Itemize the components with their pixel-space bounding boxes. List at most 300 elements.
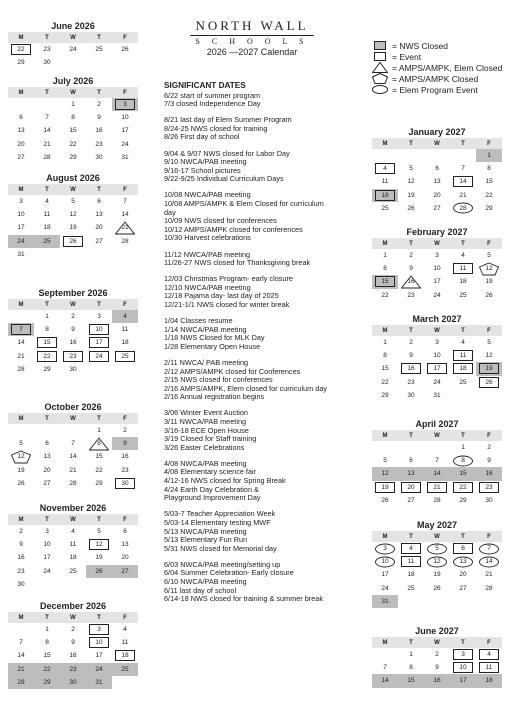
day-number: 26 [17, 479, 25, 487]
empty-cell [476, 389, 502, 402]
day-cell [450, 336, 476, 349]
week-row [8, 124, 138, 137]
day-cell [34, 450, 60, 463]
month-title: November 2026 [39, 503, 107, 513]
empty-cell [372, 441, 398, 454]
weekday-header: W [60, 514, 86, 525]
day-cell [398, 289, 424, 302]
date-group [164, 460, 364, 503]
empty-cell [34, 578, 60, 591]
week-row [8, 336, 138, 349]
empty-cell [112, 578, 138, 591]
day-number: 4 [123, 313, 127, 321]
day-number: 23 [63, 351, 83, 362]
weekday-header: T [450, 430, 476, 441]
calendar-subtitle: 2026 —2027 Calendar [206, 47, 298, 57]
day-cell [86, 235, 112, 248]
day-cell [34, 56, 60, 69]
day-number: 24 [89, 351, 109, 362]
week-row [372, 202, 502, 215]
day-cell [60, 437, 86, 450]
day-number: 18 [485, 677, 493, 685]
day-cell [112, 350, 138, 363]
day-cell [34, 676, 60, 689]
day-number: 15 [43, 652, 51, 660]
day-cell [476, 189, 502, 202]
day-cell [112, 538, 138, 551]
weekday-header: T [34, 32, 60, 43]
day-number: 14 [381, 677, 389, 685]
weekday-header: T [34, 299, 60, 310]
weekday-header-row [372, 430, 502, 441]
day-number: 23 [17, 567, 25, 575]
day-number: 24 [95, 665, 103, 673]
day-cell [424, 467, 450, 480]
day-number: 2 [19, 528, 23, 536]
weekday-header: T [86, 514, 112, 525]
day-number: 4 [45, 198, 49, 206]
day-cell [372, 162, 398, 175]
day-cell [8, 350, 34, 363]
day-cell [60, 623, 86, 636]
day-number: 28 [17, 678, 25, 686]
weekday-header: F [476, 238, 502, 249]
day-cell [450, 189, 476, 202]
day-cell [86, 477, 112, 490]
day-cell [424, 454, 450, 467]
day-number: 5 [487, 339, 491, 347]
day-cell [112, 336, 138, 349]
weekday-header: F [112, 413, 138, 424]
day-cell [112, 477, 138, 490]
empty-cell [34, 248, 60, 261]
day-cell [34, 323, 60, 336]
day-cell [450, 648, 476, 661]
day-number: 26 [63, 236, 83, 247]
day-cell [60, 663, 86, 676]
day-cell [372, 389, 398, 402]
day-number: 20 [43, 466, 51, 474]
weekday-header: T [34, 87, 60, 98]
day-number: 19 [479, 363, 499, 374]
day-cell [398, 542, 424, 555]
day-number: 1 [461, 444, 465, 452]
day-number: 11 [401, 556, 421, 567]
empty-cell [34, 98, 60, 111]
day-number: 22 [485, 191, 493, 199]
day-cell [86, 424, 112, 437]
day-number: 13 [43, 453, 51, 461]
day-cell [112, 636, 138, 649]
day-cell [112, 221, 138, 234]
day-number: 12 [381, 470, 389, 478]
day-number: 21 [485, 571, 493, 579]
month-grid [8, 87, 138, 164]
calendar-jun27 [372, 625, 502, 688]
day-cell [86, 538, 112, 551]
weekday-header: T [34, 514, 60, 525]
day-number: 27 [433, 204, 441, 212]
day-cell [34, 235, 60, 248]
month-grid [372, 138, 502, 215]
day-cell [450, 376, 476, 389]
weekday-header: T [398, 637, 424, 648]
day-number: 23 [479, 482, 499, 493]
day-cell [398, 249, 424, 262]
month-grid [372, 325, 502, 402]
day-number: 4 [461, 339, 465, 347]
day-number: 25 [459, 291, 467, 299]
day-number: 22 [37, 351, 57, 362]
day-number: 9 [19, 541, 23, 549]
week-row [8, 437, 138, 450]
date-group [164, 409, 364, 452]
weekday-header: F [112, 32, 138, 43]
week-row [8, 649, 138, 662]
day-number: 4 [375, 163, 395, 174]
empty-cell [424, 149, 450, 162]
day-number: 9 [409, 352, 413, 360]
weekday-header: F [112, 184, 138, 195]
day-number: 20 [459, 571, 467, 579]
date-entry: 6/11 last day of school [164, 585, 237, 595]
day-number: 18 [121, 339, 129, 347]
day-number: 9 [71, 639, 75, 647]
day-cell [424, 289, 450, 302]
day-cell [424, 202, 450, 215]
week-row [372, 674, 502, 687]
day-number: 11 [121, 639, 129, 647]
day-number: 24 [121, 140, 129, 148]
day-cell [424, 582, 450, 595]
week-row [8, 98, 138, 111]
day-number: 2 [97, 101, 101, 109]
date-entry: 5/03-14 Elementary testing MWF [164, 517, 271, 527]
day-cell [86, 623, 112, 636]
day-cell [34, 551, 60, 564]
week-row [8, 525, 138, 538]
day-number: 3 [19, 198, 23, 206]
date-group [164, 116, 364, 142]
day-cell [86, 111, 112, 124]
day-number: 25 [69, 567, 77, 575]
day-cell [112, 424, 138, 437]
day-number: 7 [11, 324, 31, 335]
calendar-feb27 [372, 226, 502, 302]
day-cell [8, 636, 34, 649]
day-cell [60, 464, 86, 477]
date-entry: 3/06 Winter Event Auction [164, 408, 248, 418]
day-cell [8, 525, 34, 538]
day-number: 7 [45, 114, 49, 122]
empty-cell [60, 424, 86, 437]
empty-cell [8, 424, 34, 437]
day-cell [60, 310, 86, 323]
day-cell [8, 221, 34, 234]
day-number: 3 [97, 313, 101, 321]
day-number: 8 [45, 639, 49, 647]
week-row [8, 310, 138, 323]
weekday-header: M [8, 32, 34, 43]
month-grid [8, 32, 138, 69]
day-number: 25 [121, 665, 129, 673]
day-number: 27 [43, 479, 51, 487]
weekday-header: T [450, 238, 476, 249]
date-entry: 3/26 Easter Celebrations [164, 442, 245, 452]
empty-cell [60, 248, 86, 261]
day-cell [86, 437, 112, 450]
day-number: 8 [71, 114, 75, 122]
weekday-header: T [86, 413, 112, 424]
day-number: 5 [409, 165, 413, 173]
day-cell [112, 649, 138, 662]
day-number: 30 [115, 478, 135, 489]
day-number: 11 [453, 350, 473, 361]
day-number: 23 [43, 46, 51, 54]
triangle-icon [372, 62, 388, 73]
day-number: 3 [435, 339, 439, 347]
day-cell [34, 437, 60, 450]
day-cell [86, 221, 112, 234]
logo-line1: NORTH WALL [195, 18, 309, 33]
empty-cell [8, 98, 34, 111]
day-number: 17 [17, 224, 25, 232]
week-row [8, 464, 138, 477]
day-cell [476, 289, 502, 302]
weekday-header: T [34, 184, 60, 195]
date-group [164, 92, 364, 109]
day-cell [372, 289, 398, 302]
day-cell [450, 674, 476, 687]
day-number: 21 [17, 352, 25, 360]
day-cell [34, 636, 60, 649]
day-number: 21 [427, 482, 447, 493]
date-entry: 4/24 Earth Day Celebration & [164, 484, 259, 494]
day-number: 11 [453, 263, 473, 274]
week-row [372, 249, 502, 262]
weekday-header: T [398, 531, 424, 542]
day-cell [450, 661, 476, 674]
empty-cell [8, 623, 34, 636]
date-entry: 10/09 NWS closed for conferences [164, 216, 277, 226]
day-number: 11 [69, 541, 77, 549]
weekday-header: W [60, 87, 86, 98]
day-cell [86, 310, 112, 323]
week-row [8, 56, 138, 69]
day-cell [60, 221, 86, 234]
day-cell [60, 525, 86, 538]
day-cell [398, 189, 424, 202]
day-number: 31 [381, 597, 389, 605]
day-number: 7 [123, 198, 127, 206]
day-number: 21 [69, 466, 77, 474]
day-cell [476, 648, 502, 661]
day-cell [34, 43, 60, 56]
date-entry: 12/03 Christmas Program- early closure [164, 274, 293, 284]
day-number: 13 [121, 541, 129, 549]
day-cell [8, 649, 34, 662]
weekday-header: T [86, 299, 112, 310]
day-number: 29 [95, 479, 103, 487]
date-entry: 4/08 NWCA/PAB meeting [164, 458, 247, 468]
day-number: 19 [375, 482, 395, 493]
empty-cell [398, 595, 424, 608]
week-row [372, 376, 502, 389]
day-cell [60, 636, 86, 649]
week-row [8, 636, 138, 649]
day-cell [86, 208, 112, 221]
day-number: 9 [97, 114, 101, 122]
day-number: 18 [375, 190, 395, 201]
weekday-header: T [450, 138, 476, 149]
day-number: 5 [383, 457, 387, 465]
weekday-header: W [424, 531, 450, 542]
day-cell [112, 124, 138, 137]
date-entry: day [164, 207, 176, 217]
day-number: 6 [19, 114, 23, 122]
day-number: 7 [487, 545, 491, 553]
month-grid [372, 430, 502, 507]
day-number: 22 [453, 482, 473, 493]
day-number: 5 [71, 198, 75, 206]
date-entry: 12/18 Pajama day- last day of 2025 [164, 291, 279, 301]
day-cell [86, 663, 112, 676]
day-cell [8, 56, 34, 69]
weekday-header: F [112, 514, 138, 525]
day-number: 3 [45, 528, 49, 536]
day-cell [86, 450, 112, 463]
day-cell [424, 648, 450, 661]
date-entry: 6/03 NWCA/PAB meeting/setting up [164, 559, 281, 569]
week-row [8, 138, 138, 151]
day-number: 4 [401, 543, 421, 554]
month-grid [372, 531, 502, 608]
day-cell [372, 175, 398, 188]
day-cell [60, 649, 86, 662]
day-cell [86, 676, 112, 689]
day-number: 6 [435, 165, 439, 173]
day-number: 27 [95, 237, 103, 245]
day-number: 18 [453, 363, 473, 374]
week-row [372, 454, 502, 467]
date-entry: 2/16 AMPS/AMPK, Elem closed for curriculum day [164, 383, 328, 393]
day-cell [34, 623, 60, 636]
day-cell [372, 336, 398, 349]
day-cell [450, 362, 476, 375]
weekday-header: F [112, 87, 138, 98]
day-cell [424, 661, 450, 674]
week-row [8, 477, 138, 490]
date-entry: 2/16 Annual registration begins [164, 392, 265, 402]
day-cell [424, 336, 450, 349]
day-number: 13 [459, 558, 467, 566]
day-number: 4 [461, 252, 465, 260]
day-cell [450, 162, 476, 175]
day-number: 8 [45, 326, 49, 334]
day-number: 21 [459, 191, 467, 199]
day-cell [450, 542, 476, 555]
weekday-header: W [60, 184, 86, 195]
weekday-header: T [398, 138, 424, 149]
day-number: 12 [485, 265, 493, 273]
day-number: 18 [407, 571, 415, 579]
legend-label: = NWS Closed [392, 40, 448, 51]
day-number: 30 [69, 365, 77, 373]
weekday-header-row [372, 531, 502, 542]
day-number: 1 [97, 427, 101, 435]
empty-cell [112, 56, 138, 69]
day-number: 14 [453, 176, 473, 187]
day-cell [8, 138, 34, 151]
day-cell [450, 441, 476, 454]
day-cell [60, 195, 86, 208]
day-cell [476, 376, 502, 389]
date-entry: 3/19 Closed for Staff training [164, 434, 257, 444]
empty-cell [372, 648, 398, 661]
day-cell [112, 464, 138, 477]
day-number: 4 [71, 528, 75, 536]
week-row [8, 221, 138, 234]
day-number: 3 [435, 252, 439, 260]
weekday-header: W [424, 238, 450, 249]
weekday-header: W [60, 32, 86, 43]
date-group [164, 510, 364, 553]
day-cell [8, 538, 34, 551]
day-cell [398, 162, 424, 175]
date-entry: 8/24-25 NWS closed for training [164, 123, 268, 133]
week-row [8, 676, 138, 689]
week-row [8, 424, 138, 437]
weekday-header: T [450, 325, 476, 336]
day-cell [476, 542, 502, 555]
day-cell [8, 124, 34, 137]
day-number: 22 [11, 44, 31, 55]
day-number: 10 [121, 114, 129, 122]
day-number: 31 [433, 391, 441, 399]
week-row [8, 623, 138, 636]
day-cell [372, 674, 398, 687]
day-cell [476, 481, 502, 494]
empty-cell [86, 363, 112, 376]
week-row [372, 582, 502, 595]
day-cell [86, 350, 112, 363]
day-number: 12 [433, 558, 441, 566]
month-grid [8, 514, 138, 591]
day-cell [476, 494, 502, 507]
day-number: 16 [95, 127, 103, 135]
day-number: 19 [17, 466, 25, 474]
day-number: 7 [435, 457, 439, 465]
day-cell [398, 582, 424, 595]
day-cell [86, 138, 112, 151]
day-cell [424, 249, 450, 262]
day-cell [112, 623, 138, 636]
day-cell [60, 551, 86, 564]
weekday-header-row [372, 138, 502, 149]
day-number: 1 [409, 651, 413, 659]
day-number: 29 [381, 391, 389, 399]
day-cell [372, 349, 398, 362]
month-title: March 2027 [412, 314, 462, 324]
day-cell [424, 275, 450, 288]
day-number: 1 [487, 152, 491, 160]
day-number: 6 [453, 543, 473, 554]
day-number: 26 [433, 584, 441, 592]
day-number: 20 [17, 140, 25, 148]
day-cell [398, 362, 424, 375]
day-cell [60, 363, 86, 376]
day-cell [112, 323, 138, 336]
